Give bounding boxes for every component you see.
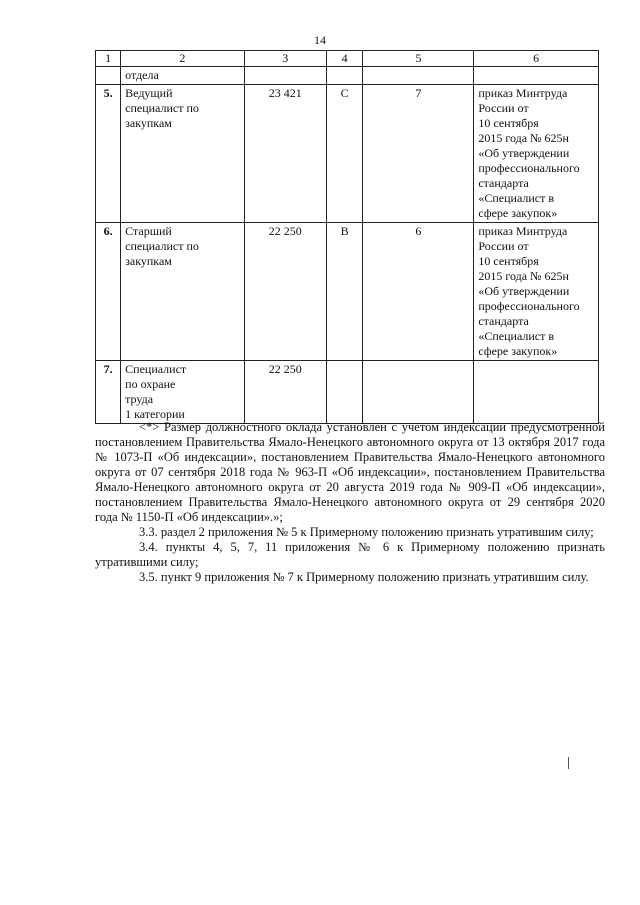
row-number: 7.: [96, 361, 121, 424]
table-row: [96, 85, 599, 223]
body-text: [95, 420, 605, 585]
paragraph-3-5: 3.5. пункт 9 приложения № 7 к Примерному положению признать утратившим силу.: [139, 570, 589, 584]
column-header: 1: [96, 51, 121, 67]
legal-basis: [474, 361, 599, 424]
column-header: 6: [474, 51, 599, 67]
positions-table: [95, 50, 599, 424]
legal-basis: приказ Минтруда России от 10 сентября 2015 года № 625н «Об утверждении профессионального стандарта «Специалист в сфере закупок»: [474, 85, 599, 223]
legal-basis: приказ Минтруда России от 10 сентября 2015 года № 625н «Об утверждении профессионального стандарта «Специалист в сфере закупок»: [474, 223, 599, 361]
column-header: 2: [121, 51, 244, 67]
row-number: 5.: [96, 85, 121, 223]
grade: [326, 361, 363, 424]
position-name: отдела: [121, 67, 244, 85]
position-name: Специалист по охране труда 1 категории: [121, 361, 244, 424]
column-header: 4: [326, 51, 363, 67]
table-row: [96, 67, 599, 85]
grade: С: [326, 85, 363, 223]
staff-count: [363, 361, 474, 424]
table-row: [96, 361, 599, 424]
salary: 23 421: [244, 85, 326, 223]
paragraph-3-4: 3.4. пункты 4, 5, 7, 11 приложения № 6 к Примерному положению признать утратившими силу;: [95, 540, 605, 569]
footnote-paragraph: <*> Размер должностного оклада установлен с учетом индексации предусмотренной постановлением Правительства Ямало-Ненецкого автономного округа от 13 октября 2017 года № 1073-П «Об индексации», постановлением Правительства Ямало-Ненецкого автономного округа от 07 сентября 2018 года № 963-П «Об индексации», постановлением Правительства Ямало-Ненецкого автономного округа от 20 августа 2019 года № 909-П «Об индексации», постановлением Правительства Ямало-Ненецкого автономного округа от 29 сентября 2020 года № 1150-П «Об индексации».»;: [95, 420, 605, 524]
margin-mark: [568, 757, 569, 769]
paragraph-3-3: 3.3. раздел 2 приложения № 5 к Примерному положению признать утратившим силу;: [139, 525, 594, 539]
table-header-row: [96, 51, 599, 67]
position-name: Ведущий специалист по закупкам: [121, 85, 244, 223]
column-header: 3: [244, 51, 326, 67]
grade: В: [326, 223, 363, 361]
row-number: 6.: [96, 223, 121, 361]
salary: 22 250: [244, 361, 326, 424]
position-name: Старший специалист по закупкам: [121, 223, 244, 361]
staff-count: 6: [363, 223, 474, 361]
column-header: 5: [363, 51, 474, 67]
staff-count: 7: [363, 85, 474, 223]
salary: 22 250: [244, 223, 326, 361]
table-row: [96, 223, 599, 361]
page-number: 14: [314, 33, 326, 47]
